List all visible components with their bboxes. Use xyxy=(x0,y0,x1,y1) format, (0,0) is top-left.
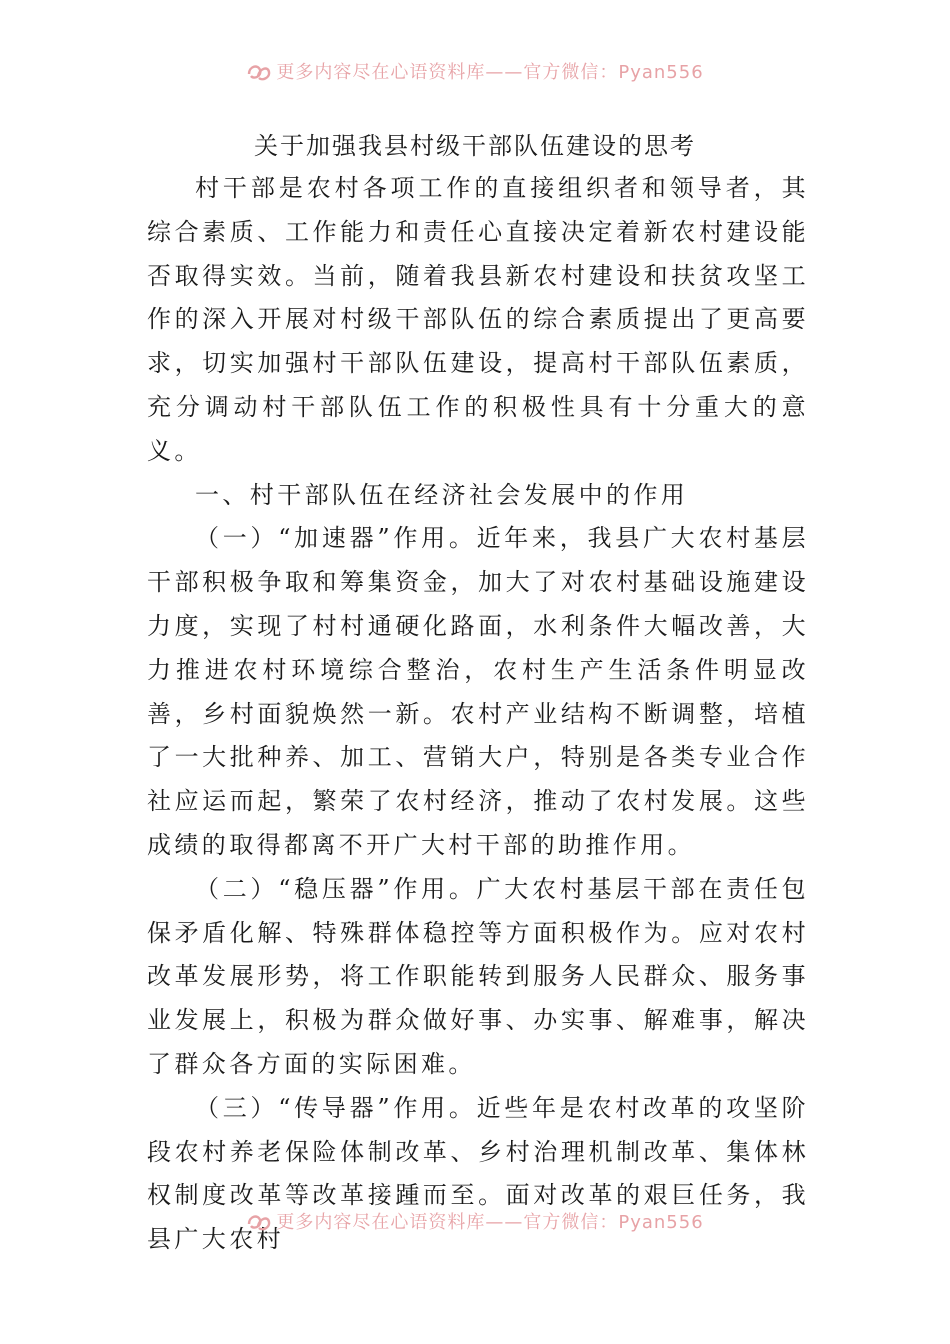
watermark-logo-icon xyxy=(246,1210,272,1232)
paragraph-accelerator: （一）“加速器”作用。近年来，我县广大农村基层干部积极争取和筹集资金，加大了对农村基础设施建设力度，实现了村村通硬化路面，水利条件大幅改善，大力推进农村环境综合整治，农村生产生活条件明显改善，乡村面貌焕然一新。农村产业结构不断调整，培植了一大批种养、加工、营销大户，特别是各类专业合作社应运而起，繁荣了农村经济，推动了农村发展。这些成绩的取得都离不开广大村干部的助推作用。 xyxy=(147,524,809,859)
document-body xyxy=(147,167,809,1262)
page-title: 关于加强我县村级干部队伍建设的思考 xyxy=(254,132,696,160)
watermark-logo-icon xyxy=(246,60,272,82)
paragraph-transmitter: （三）“传导器”作用。近些年是农村改革的攻坚阶段农村养老保险体制改革、乡村治理机制改革、集体林权制度改革等改革接踵而至。面对改革的艰巨任务，我县广大农村 xyxy=(147,1093,809,1254)
section-heading-1: 一、村干部队伍在经济社会发展中的作用 xyxy=(195,480,689,509)
watermark-text: 更多内容尽在心语资料库——官方微信：Pyan556 xyxy=(276,1212,704,1233)
watermark-footer xyxy=(0,1206,950,1236)
paragraph-stabilizer: （二）“稳压器”作用。广大农村基层干部在责任包保矛盾化解、特殊群体稳控等方面积极作为。应对农村改革发展形势，将工作职能转到服务人民群众、服务事业发展上，积极为群众做好事、办实事、解难事，解决了群众各方面的实际困难。 xyxy=(147,874,809,1078)
watermark-text: 更多内容尽在心语资料库——官方微信：Pyan556 xyxy=(276,62,704,83)
intro-paragraph: 村干部是农村各项工作的直接组织者和领导者，其综合素质、工作能力和责任心直接决定着新农村建设能否取得实效。当前，随着我县新农村建设和扶贫攻坚工作的深入开展对村级干部队伍的综合素质提出了更高要求，切实加强村干部队伍建设，提高村干部队伍素质，充分调动村干部队伍工作的积极性具有十分重大的意义。 xyxy=(147,174,809,465)
watermark-header xyxy=(0,56,950,86)
